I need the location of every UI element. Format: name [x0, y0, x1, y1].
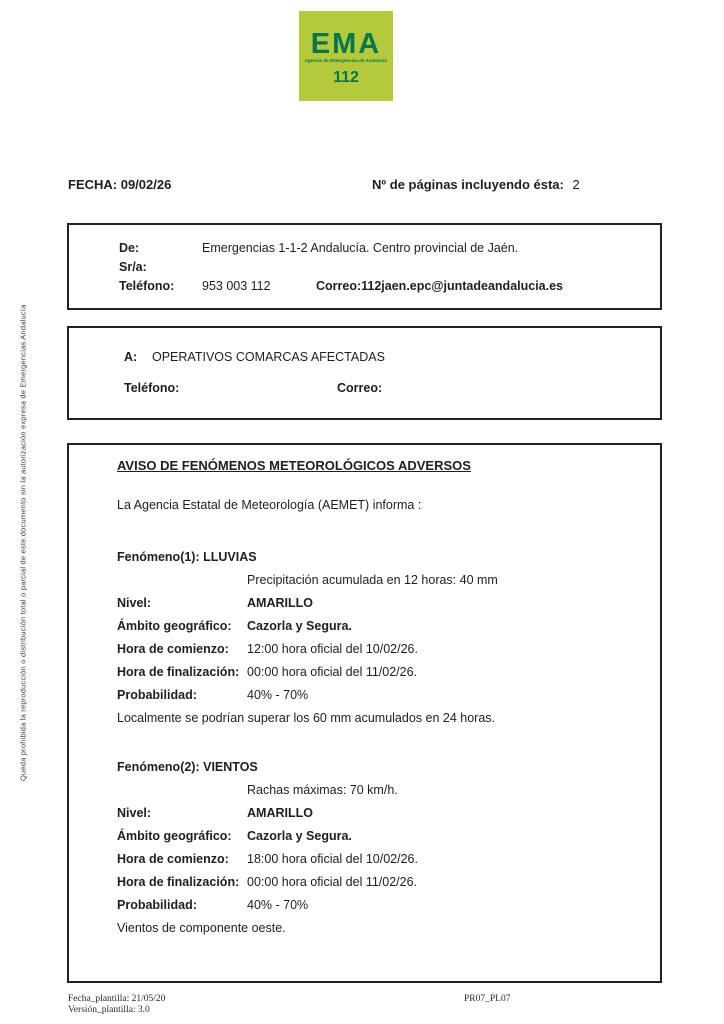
finalizacion-label: Hora de finalización: — [117, 875, 240, 889]
telefono-label: Teléfono: — [119, 279, 175, 293]
nivel-value: AMARILLO — [247, 596, 313, 610]
de-label: De: — [119, 241, 140, 255]
phenomenon-2-description: Rachas máximas: 70 km/h. — [247, 783, 398, 797]
phenomenon-1-ambito-row — [117, 615, 636, 638]
comienzo-value: 12:00 hora oficial del 10/02/26. — [247, 642, 418, 656]
nivel-label: Nivel: — [117, 596, 152, 610]
logo-title: EMA — [310, 27, 382, 60]
comienzo-label: Hora de comienzo: — [117, 642, 229, 656]
logo-subtitle: Agencia de Emergencias de Andalucía — [304, 57, 388, 64]
finalizacion-value: 00:00 hora oficial del 11/02/26. — [247, 875, 418, 889]
ambito-label: Ámbito geográfico: — [117, 829, 232, 843]
probabilidad-value: 40% - 70% — [247, 688, 309, 702]
finalizacion-value: 00:00 hora oficial del 11/02/26. — [247, 665, 418, 679]
notice-title: AVISO DE FENÓMENOS METEOROLÓGICOS ADVERSOS — [117, 458, 471, 473]
footer-fecha-plantilla: Fecha_plantilla: 21/05/20 — [68, 994, 166, 1004]
logo-number: 112 — [333, 68, 359, 86]
phenomenon-2-note: Vientos de componente oeste. — [117, 921, 286, 935]
phenomenon-1-heading: Fenómeno(1): LLUVIAS — [117, 550, 257, 564]
probabilidad-label: Probabilidad: — [117, 898, 197, 912]
recipient-a-row — [124, 348, 646, 366]
correo-value: Correo:112jaen.epc@juntadeandalucia.es — [316, 279, 564, 293]
notice-intro: La Agencia Estatal de Meteorología (AEMET) informa : — [117, 498, 422, 512]
comienzo-label: Hora de comienzo: — [117, 852, 229, 866]
sender-box — [67, 223, 662, 310]
phenomenon-1-finalizacion-row — [117, 661, 636, 684]
phenomenon-2-finalizacion-row — [117, 871, 636, 894]
probabilidad-value: 40% - 70% — [247, 898, 309, 912]
notice-box — [67, 443, 662, 983]
recipient-telefono-label: Teléfono: — [124, 381, 180, 395]
phenomenon-2-probabilidad-row — [117, 894, 636, 917]
probabilidad-label: Probabilidad: — [117, 688, 197, 702]
ema-112-logo — [299, 11, 393, 101]
nivel-value: AMARILLO — [247, 806, 313, 820]
phenomenon-2 — [117, 756, 636, 940]
recipient-box — [67, 326, 662, 420]
phenomenon-1-nivel-row — [117, 592, 636, 615]
phenomenon-2-heading: Fenómeno(2): VIENTOS — [117, 760, 258, 774]
pages-label: Nº de páginas incluyendo ésta: — [372, 177, 564, 192]
sra-label: Sr/a: — [119, 260, 147, 274]
recipient-contact-row — [124, 379, 646, 397]
phenomenon-1-comienzo-row — [117, 638, 636, 661]
sender-telefono-row — [119, 277, 646, 296]
pages-value: 2 — [572, 177, 580, 192]
side-disclaimer: Queda prohibida la reproducción o distribución total o parcial de este documento sin la autorización expresa de Emergencias Andalucía — [18, 304, 28, 781]
phenomenon-1-probabilidad-row — [117, 684, 636, 707]
recipient-correo-label: Correo: — [337, 381, 383, 395]
finalizacion-label: Hora de finalización: — [117, 665, 240, 679]
sender-de-row — [119, 239, 646, 258]
phenomenon-1-description: Precipitación acumulada en 12 horas: 40 mm — [247, 573, 498, 587]
phenomenon-1 — [117, 546, 636, 730]
sender-sra-row — [119, 258, 646, 277]
phenomenon-2-nivel-row — [117, 802, 636, 825]
ambito-value: Cazorla y Segura. — [247, 829, 352, 843]
footer-version-plantilla: Versión_plantilla: 3.0 — [68, 1005, 150, 1015]
phenomenon-1-note: Localmente se podrían superar los 60 mm acumulados en 24 horas. — [117, 711, 495, 725]
comienzo-value: 18:00 hora oficial del 10/02/26. — [247, 852, 418, 866]
footer-template-info — [68, 994, 165, 1016]
ambito-label: Ámbito geográfico: — [117, 619, 232, 633]
de-value: Emergencias 1-1-2 Andalucía. Centro provincial de Jaén. — [202, 241, 519, 255]
telefono-value: 953 003 112 — [202, 279, 271, 293]
a-label: A: — [124, 350, 138, 364]
footer-document-code: PR07_PL07 — [464, 994, 511, 1004]
pages-count — [372, 177, 580, 192]
a-value: OPERATIVOS COMARCAS AFECTADAS — [152, 350, 385, 364]
nivel-label: Nivel: — [117, 806, 152, 820]
fecha-label: FECHA: 09/02/26 — [68, 177, 172, 192]
phenomenon-2-comienzo-row — [117, 848, 636, 871]
ambito-value: Cazorla y Segura. — [247, 619, 352, 633]
phenomenon-2-ambito-row — [117, 825, 636, 848]
